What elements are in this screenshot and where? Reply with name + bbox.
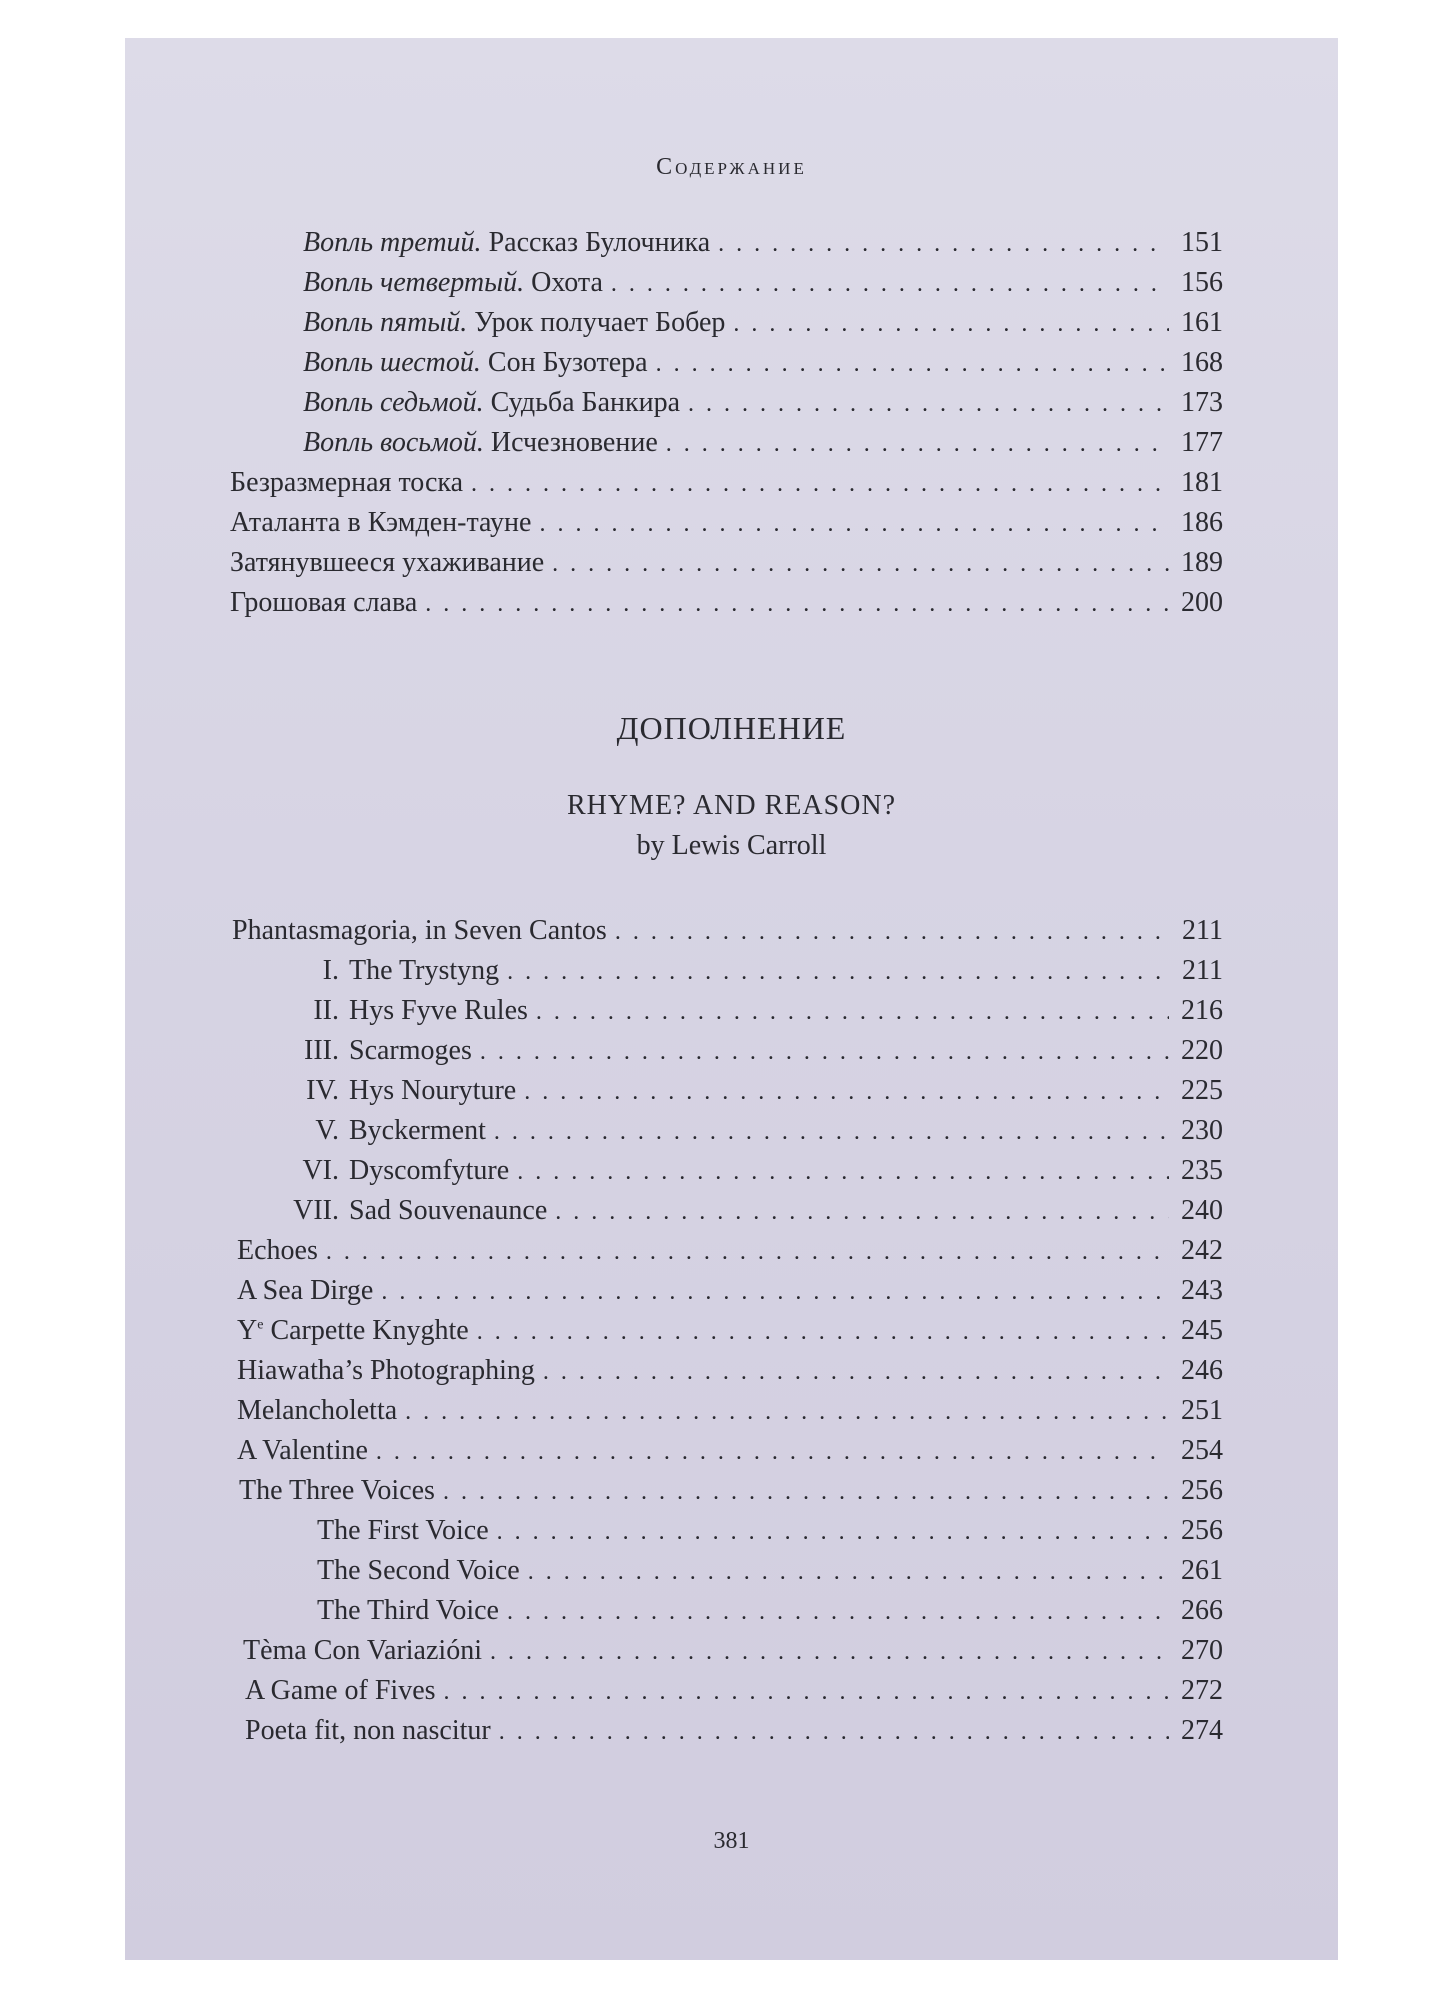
toc-entry-title: A Game of Fives	[245, 1675, 436, 1706]
toc-entry-title: Tèma Con Variazióni	[243, 1635, 482, 1666]
toc-page-number: 254	[1181, 1435, 1223, 1466]
toc-entry	[230, 586, 1223, 621]
leader-dots	[615, 915, 1170, 949]
toc-entry-title: V. Byckerment	[315, 1115, 486, 1146]
toc-page-number: 200	[1181, 587, 1223, 618]
leader-dots	[425, 587, 1169, 621]
leader-dots	[718, 227, 1169, 261]
leader-dots	[376, 1435, 1169, 1469]
toc-entry	[243, 1634, 1223, 1669]
leader-dots	[381, 1275, 1169, 1309]
leader-dots	[536, 995, 1169, 1029]
toc-page-number: 256	[1181, 1515, 1223, 1546]
toc-entry	[317, 1594, 1223, 1629]
toc-page-number: 211	[1182, 955, 1223, 986]
leader-dots	[443, 1475, 1169, 1509]
toc-entry-title: Вопль седьмой. Судьба Банкира	[303, 387, 681, 418]
book-page	[125, 38, 1338, 1960]
toc-entry-title: $Y^e$ Carpette Knyghte	[237, 1315, 469, 1346]
toc-page-number: 235	[1181, 1155, 1223, 1186]
leader-dots	[480, 1035, 1169, 1069]
running-head: Содержание	[656, 154, 807, 180]
leader-dots	[524, 1075, 1169, 1109]
toc-entry-title: Phantasmagoria, in Seven Cantos	[232, 915, 607, 946]
leader-dots	[326, 1235, 1169, 1269]
toc-entry-title: IV. Hys Nouryture	[306, 1075, 517, 1106]
toc-page-number: 211	[1182, 915, 1223, 946]
leader-dots	[666, 427, 1169, 461]
toc-entry-title: Melancholetta	[237, 1395, 398, 1426]
toc-page-number: 225	[1181, 1075, 1223, 1106]
toc-entry	[287, 1154, 1223, 1189]
toc-entry-title: Poeta fit, non nascitur	[245, 1715, 491, 1746]
leader-dots	[490, 1635, 1169, 1669]
toc-entry	[287, 994, 1223, 1029]
toc-entry	[303, 226, 1223, 261]
toc-entry-title: I. The Trystyng	[322, 955, 500, 986]
toc-entry	[230, 546, 1223, 581]
toc-page-number: 189	[1181, 547, 1223, 578]
toc-page-number: 161	[1181, 307, 1223, 338]
toc-page-number: 240	[1181, 1195, 1223, 1226]
toc-entry-title: Вопль шестой. Сон Бузотера	[303, 347, 648, 378]
toc-entry-title: Echoes	[237, 1235, 318, 1266]
leader-dots	[539, 507, 1169, 541]
toc-entry-title: III. Scarmoges	[304, 1035, 472, 1066]
toc-page-number: 156	[1181, 267, 1223, 298]
toc-entry	[230, 506, 1223, 541]
toc-entry	[287, 954, 1223, 989]
leader-dots	[507, 955, 1170, 989]
toc-page-number: 261	[1181, 1555, 1223, 1586]
toc-entry	[287, 1074, 1223, 1109]
section-heading: ДОПОЛНЕНИЕ	[616, 710, 847, 746]
toc-entry-title: Hiawatha’s Photographing	[237, 1355, 535, 1386]
toc-entry	[303, 266, 1223, 301]
toc-entry-title: A Valentine	[237, 1435, 368, 1466]
leader-dots	[477, 1315, 1169, 1349]
leader-dots	[543, 1355, 1169, 1389]
toc-entry-title: VI. Dyscomfyture	[302, 1155, 510, 1186]
sub-heading: RHYME? AND REASON?	[566, 790, 897, 821]
toc-page-number: 242	[1181, 1235, 1223, 1266]
toc-page-number: 270	[1181, 1635, 1223, 1666]
toc-page-number: 168	[1181, 347, 1223, 378]
toc-entry	[237, 1434, 1223, 1469]
toc-entry	[287, 1114, 1223, 1149]
toc-page-number: 181	[1181, 467, 1223, 498]
toc-entry-title: The Three Voices	[239, 1475, 435, 1506]
leader-dots	[528, 1555, 1169, 1589]
leader-dots	[733, 307, 1169, 341]
leader-dots	[517, 1155, 1169, 1189]
toc-entry	[232, 914, 1223, 949]
toc-page-number: 256	[1181, 1475, 1223, 1506]
toc-entry-title: The Third Voice	[317, 1595, 499, 1626]
toc-page-number: 173	[1181, 387, 1223, 418]
toc-entry	[287, 1034, 1223, 1069]
toc-entry-title: A Sea Dirge	[237, 1275, 374, 1306]
toc-entry-title: Затянувшееся ухаживание	[230, 547, 545, 578]
leader-dots	[499, 1715, 1169, 1749]
leader-dots	[507, 1595, 1169, 1629]
toc-entry-title: Вопль третий. Рассказ Булочника	[303, 227, 711, 258]
toc-page-number: 151	[1181, 227, 1223, 258]
toc-page-number: 243	[1181, 1275, 1223, 1306]
toc-entry	[245, 1714, 1223, 1749]
leader-dots	[471, 467, 1169, 501]
toc-entry	[237, 1234, 1223, 1269]
leader-dots	[494, 1115, 1169, 1149]
toc-entry	[230, 466, 1223, 501]
toc-page-number: 246	[1181, 1355, 1223, 1386]
toc-entry-title: Вопль восьмой. Исчезновение	[303, 427, 658, 458]
toc-entry-title: Вопль пятый. Урок получает Бобер	[303, 307, 726, 338]
toc-entry-title: The Second Voice	[317, 1555, 520, 1586]
toc-entry	[303, 426, 1223, 461]
leader-dots	[444, 1675, 1169, 1709]
toc-entry	[303, 306, 1223, 341]
toc-entry-title: II. Hys Fyve Rules	[313, 995, 528, 1026]
byline: by Lewis Carroll	[636, 830, 827, 861]
toc-entry-title: Грошовая слава	[230, 587, 418, 618]
toc-page-number: 216	[1181, 995, 1223, 1026]
toc-entry	[245, 1674, 1223, 1709]
toc-entry	[237, 1354, 1223, 1389]
leader-dots	[688, 387, 1169, 421]
toc-entry	[237, 1314, 1223, 1349]
toc-entry-title: The First Voice	[317, 1515, 489, 1546]
leader-dots	[656, 347, 1169, 381]
toc-page-number: 177	[1181, 427, 1223, 458]
toc-entry	[317, 1514, 1223, 1549]
leader-dots	[405, 1395, 1169, 1429]
toc-entry-title: Вопль четвертый. Охота	[303, 267, 603, 298]
toc-entry	[317, 1554, 1223, 1589]
leader-dots	[555, 1195, 1169, 1229]
toc-entry-title: VII. Sad Souvenaunce	[293, 1195, 548, 1226]
leader-dots	[497, 1515, 1169, 1549]
toc-entry	[237, 1394, 1223, 1429]
page-number: 381	[713, 1828, 750, 1854]
leader-dots	[552, 547, 1169, 581]
toc-page-number: 274	[1181, 1715, 1223, 1746]
toc-entry	[237, 1274, 1223, 1309]
toc-entry	[287, 1194, 1223, 1229]
toc-page-number: 230	[1181, 1115, 1223, 1146]
toc-page-number: 245	[1181, 1315, 1223, 1346]
toc-entry-title: Безразмерная тоска	[230, 467, 464, 498]
toc-page-number: 251	[1181, 1395, 1223, 1426]
toc-page-number: 186	[1181, 507, 1223, 538]
toc-page-number: 220	[1181, 1035, 1223, 1066]
toc-entry-title: Аталанта в Кэмден-тауне	[230, 507, 532, 538]
leader-dots	[611, 267, 1169, 301]
toc-entry	[303, 386, 1223, 421]
toc-page-number: 272	[1181, 1675, 1223, 1706]
toc-entry	[303, 346, 1223, 381]
toc-entry	[239, 1474, 1223, 1509]
toc-page-number: 266	[1181, 1595, 1223, 1626]
